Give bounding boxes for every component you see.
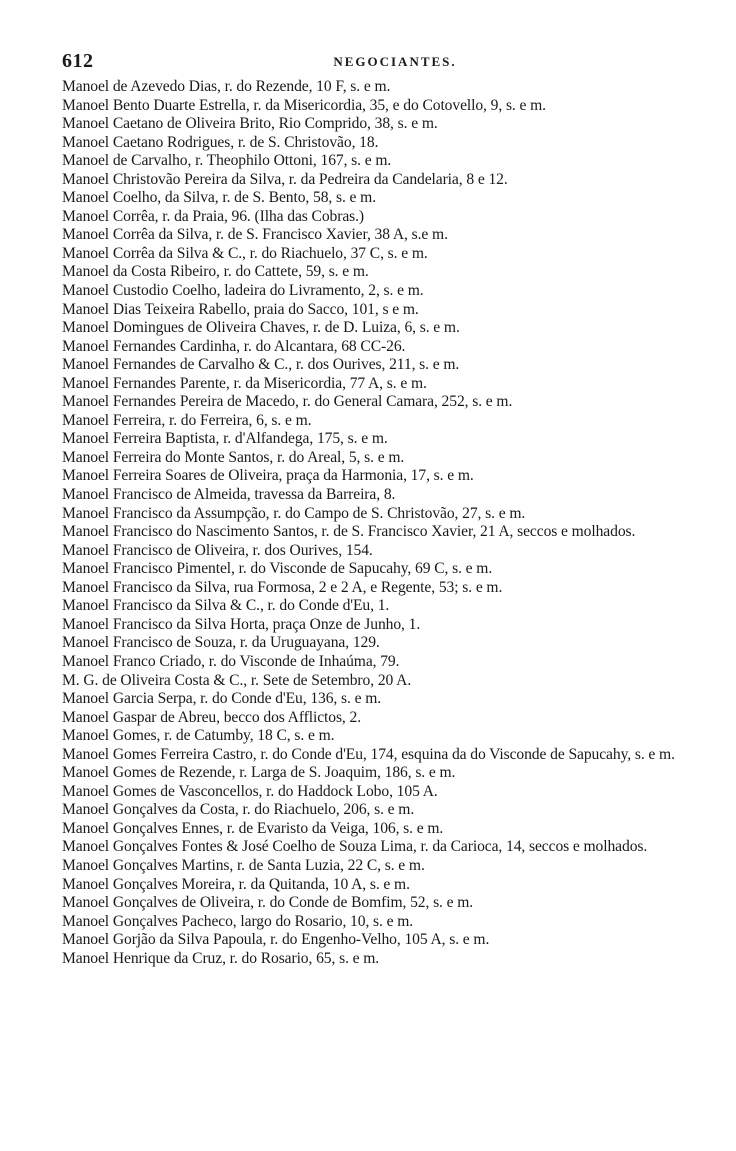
list-item: Manoel Gonçalves Moreira, r. da Quitanda, 10 A, s. e m.: [62, 875, 410, 893]
list-item: Manoel Francisco de Almeida, travessa da Barreira, 8.: [62, 486, 396, 504]
list-item: Manoel Dias Teixeira Rabello, praia do Sacco, 101, s e m.: [62, 300, 419, 318]
list-item: Manoel Francisco Pimentel, r. do Visconde de Sapucahy, 69 C, s. e m.: [62, 560, 493, 578]
list-item: Manoel Gomes, r. de Catumby, 18 C, s. e m.: [62, 727, 335, 745]
list-item: Manoel Gonçalves de Oliveira, r. do Conde de Bomfim, 52, s. e m.: [62, 894, 474, 912]
list-item: Manoel Custodio Coelho, ladeira do Livramento, 2, s. e m.: [62, 282, 424, 300]
list-item: Manoel Christovão Pereira da Silva, r. da Pedreira da Candelaria, 8 e 12.: [62, 170, 508, 188]
list-item: Manoel Ferreira, r. do Ferreira, 6, s. e m.: [62, 411, 312, 429]
list-item: Manoel Francisco de Oliveira, r. dos Ourives, 154.: [62, 541, 373, 559]
running-head: NEGOCIANTES.: [333, 54, 457, 69]
list-item: Manoel Franco Criado, r. do Visconde de Inhaúma, 79.: [62, 652, 400, 670]
list-item: Manoel Caetano Rodrigues, r. de S. Christovão, 18.: [62, 133, 379, 151]
list-item: Manoel Francisco da Silva, rua Formosa, 2 e 2 A, e Regente, 53; s. e m.: [62, 578, 503, 596]
list-item: Manoel Gonçalves da Costa, r. do Riachuelo, 206, s. e m.: [62, 801, 415, 819]
list-item: Manoel Ferreira Soares de Oliveira, praça da Harmonia, 17, s. e m.: [62, 467, 474, 485]
list-item: Manoel Domingues de Oliveira Chaves, r. de D. Luiza, 6, s. e m.: [62, 319, 460, 337]
list-item: Manoel Francisco da Silva Horta, praça Onze de Junho, 1.: [62, 615, 421, 633]
list-item: Manoel Corrêa da Silva, r. de S. Francisco Xavier, 38 A, s.e m.: [62, 226, 448, 244]
list-item: Manoel Gorjão da Silva Papoula, r. do Engenho-Velho, 105 A, s. e m.: [62, 931, 490, 949]
list-item: Manoel de Azevedo Dias, r. do Rezende, 10 F, s. e m.: [62, 78, 391, 95]
list-item: Manoel Gomes Ferreira Castro, r. do Conde d'Eu, 174, esquina da do Visconde de Sapucahy, s. e m.: [62, 745, 675, 763]
list-item: Manoel Fernandes de Carvalho & C., r. dos Ourives, 211, s. e m.: [62, 356, 460, 374]
list-item: Manoel Francisco do Nascimento Santos, r. de S. Francisco Xavier, 21 A, seccos e molhados.: [62, 523, 636, 541]
list-item: Manoel Corrêa da Silva & C., r. do Riachuelo, 37 C, s. e m.: [62, 244, 428, 262]
list-item: Manoel Bento Duarte Estrella, r. da Misericordia, 35, e do Cotovello, 9, s. e m.: [62, 96, 546, 114]
list-item: Manoel Gaspar de Abreu, becco dos Afflictos, 2.: [62, 708, 362, 726]
list-item: Manoel Gonçalves Martins, r. de Santa Luzia, 22 C, s. e m.: [62, 856, 425, 874]
merchant-list: [62, 78, 692, 968]
list-item: Manoel Coelho, da Silva, r. de S. Bento, 58, s. e m.: [62, 189, 377, 207]
list-item: Manoel da Costa Ribeiro, r. do Cattete, 59, s. e m.: [62, 263, 369, 281]
list-item: Manoel Gomes de Vasconcellos, r. do Haddock Lobo, 105 A.: [62, 782, 438, 800]
list-item: Manoel Gomes de Rezende, r. Larga de S. Joaquim, 186, s. e m.: [62, 764, 456, 782]
list-item: Manoel Fernandes Parente, r. da Misericordia, 77 A, s. e m.: [62, 374, 427, 392]
list-item: Manoel Garcia Serpa, r. do Conde d'Eu, 136, s. e m.: [62, 690, 382, 708]
list-item: Manoel Fernandes Cardinha, r. do Alcantara, 68 CC-26.: [62, 337, 406, 355]
list-item: M. G. de Oliveira Costa & C., r. Sete de Setembro, 20 A.: [62, 671, 412, 689]
list-item: Manoel Corrêa, r. da Praia, 96. (Ilha das Cobras.): [62, 207, 365, 225]
list-item: Manoel Ferreira do Monte Santos, r. do Areal, 5, s. e m.: [62, 448, 405, 466]
page-header: [62, 50, 692, 78]
list-item: Manoel Fernandes Pereira de Macedo, r. do General Camara, 252, s. e m.: [62, 393, 513, 411]
list-item: Manoel Gonçalves Pacheco, largo do Rosario, 10, s. e m.: [62, 912, 414, 930]
list-item: Manoel Francisco da Silva & C., r. do Conde d'Eu, 1.: [62, 597, 390, 615]
list-item: Manoel de Carvalho, r. Theophilo Ottoni, 167, s. e m.: [62, 152, 392, 170]
list-item: Manoel Francisco da Assumpção, r. do Campo de S. Christovão, 27, s. e m.: [62, 504, 526, 522]
list-item: Manoel Henrique da Cruz, r. do Rosario, 65, s. e m.: [62, 949, 380, 967]
list-item: Manoel Caetano de Oliveira Brito, Rio Comprido, 38, s. e m.: [62, 115, 438, 133]
list-item: Manoel Francisco de Souza, r. da Uruguayana, 129.: [62, 634, 380, 652]
list-item: Manoel Gonçalves Fontes & José Coelho de Souza Lima, r. da Carioca, 14, seccos e molhados.: [62, 838, 648, 856]
list-item: Manoel Gonçalves Ennes, r. de Evaristo da Veiga, 106, s. e m.: [62, 819, 444, 837]
list-item: Manoel Ferreira Baptista, r. d'Alfandega, 175, s. e m.: [62, 430, 388, 448]
page-number: 612: [62, 50, 94, 72]
directory-page: [62, 50, 692, 968]
